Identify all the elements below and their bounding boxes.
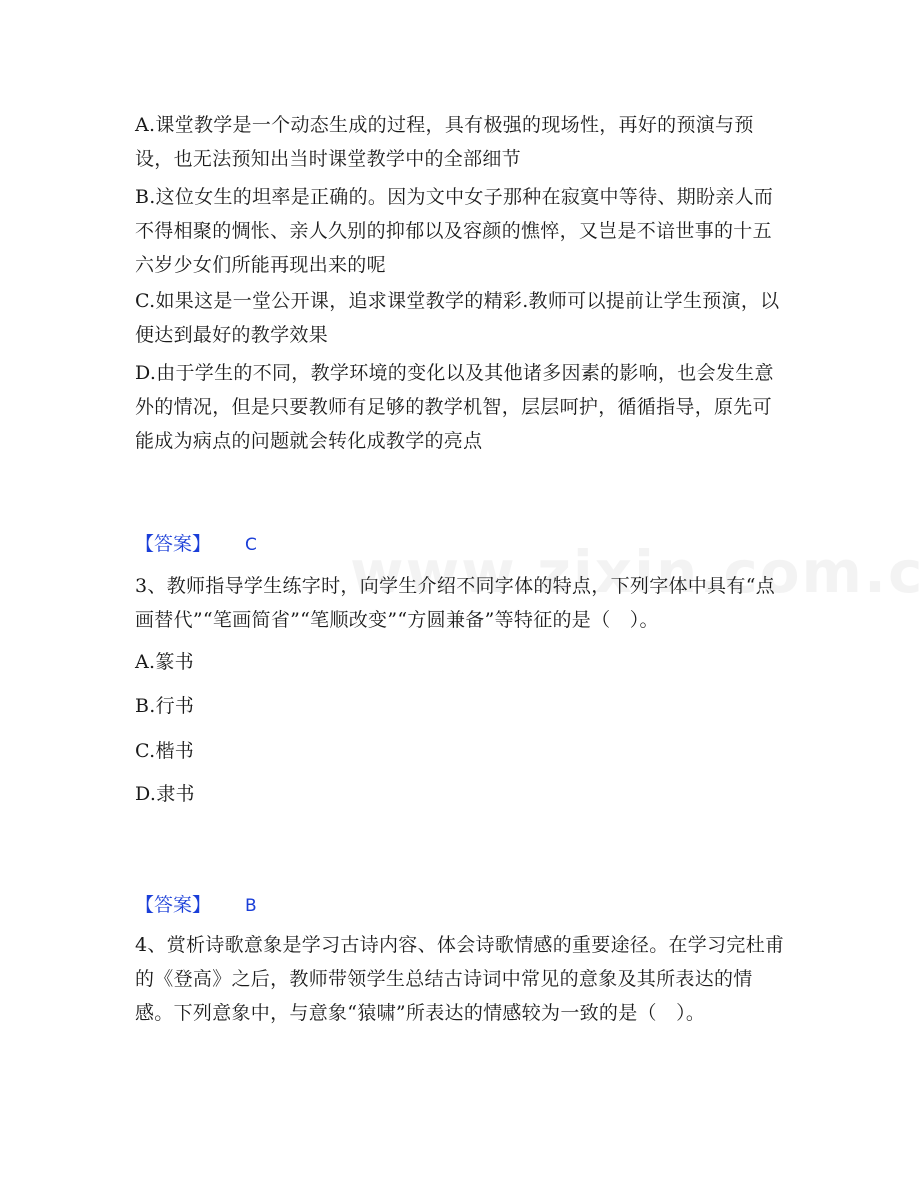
q2-option-c: C.如果这是一堂公开课，追求课堂教学的精彩.教师可以提前让学生预演，以便达到最好的教学效果 <box>135 290 780 346</box>
q3-option-b: B.行书 <box>135 695 195 717</box>
q2-option-b: B.这位女生的坦率是正确的。因为文中女子那种在寂寞中等待、期盼亲人而不得相聚的惆怅、亲人久别的抑郁以及容颜的憔悴，又岂是不谙世事的十五六岁少女们所能再现出来的呢 <box>135 186 774 276</box>
q4-stem: 4、赏析诗歌意象是学习古诗内容、体会诗歌情感的重要途径。在学习完杜甫的《登高》之后，教师带领学生总结古诗词中常见的意象及其所表达的情感。下列意象中，与意象“猿啸”所表达的情感较为一致的是（ ）。 <box>135 934 785 1024</box>
answer-label: 【答案】 <box>135 533 212 555</box>
q3-stem: 3、教师指导学生练字时，向学生介绍不同字体的特点，下列字体中具有“点画替代”“笔画简省”“笔顺改变”“方圆兼备”等特征的是（ ）。 <box>135 575 776 631</box>
q3-answer <box>135 890 257 921</box>
q3-option-c: C.楷书 <box>135 740 195 762</box>
q2-answer <box>135 529 257 560</box>
answer-letter: B <box>245 896 257 916</box>
q3-option-a: A.篆书 <box>135 651 194 673</box>
answer-letter: C <box>245 535 257 555</box>
q2-option-a: A.课堂教学是一个动态生成的过程，具有极强的现场性，再好的预演与预设，也无法预知出当时课堂教学中的全部细节 <box>135 114 754 170</box>
answer-label: 【答案】 <box>135 894 212 916</box>
q2-option-d: D.由于学生的不同，教学环境的变化以及其他诸多因素的影响，也会发生意外的情况，但是只要教师有足够的教学机智，层层呵护，循循指导，原先可能成为病点的问题就会转化成教学的亮点 <box>135 362 774 452</box>
q3-option-d: D.隶书 <box>135 783 195 805</box>
